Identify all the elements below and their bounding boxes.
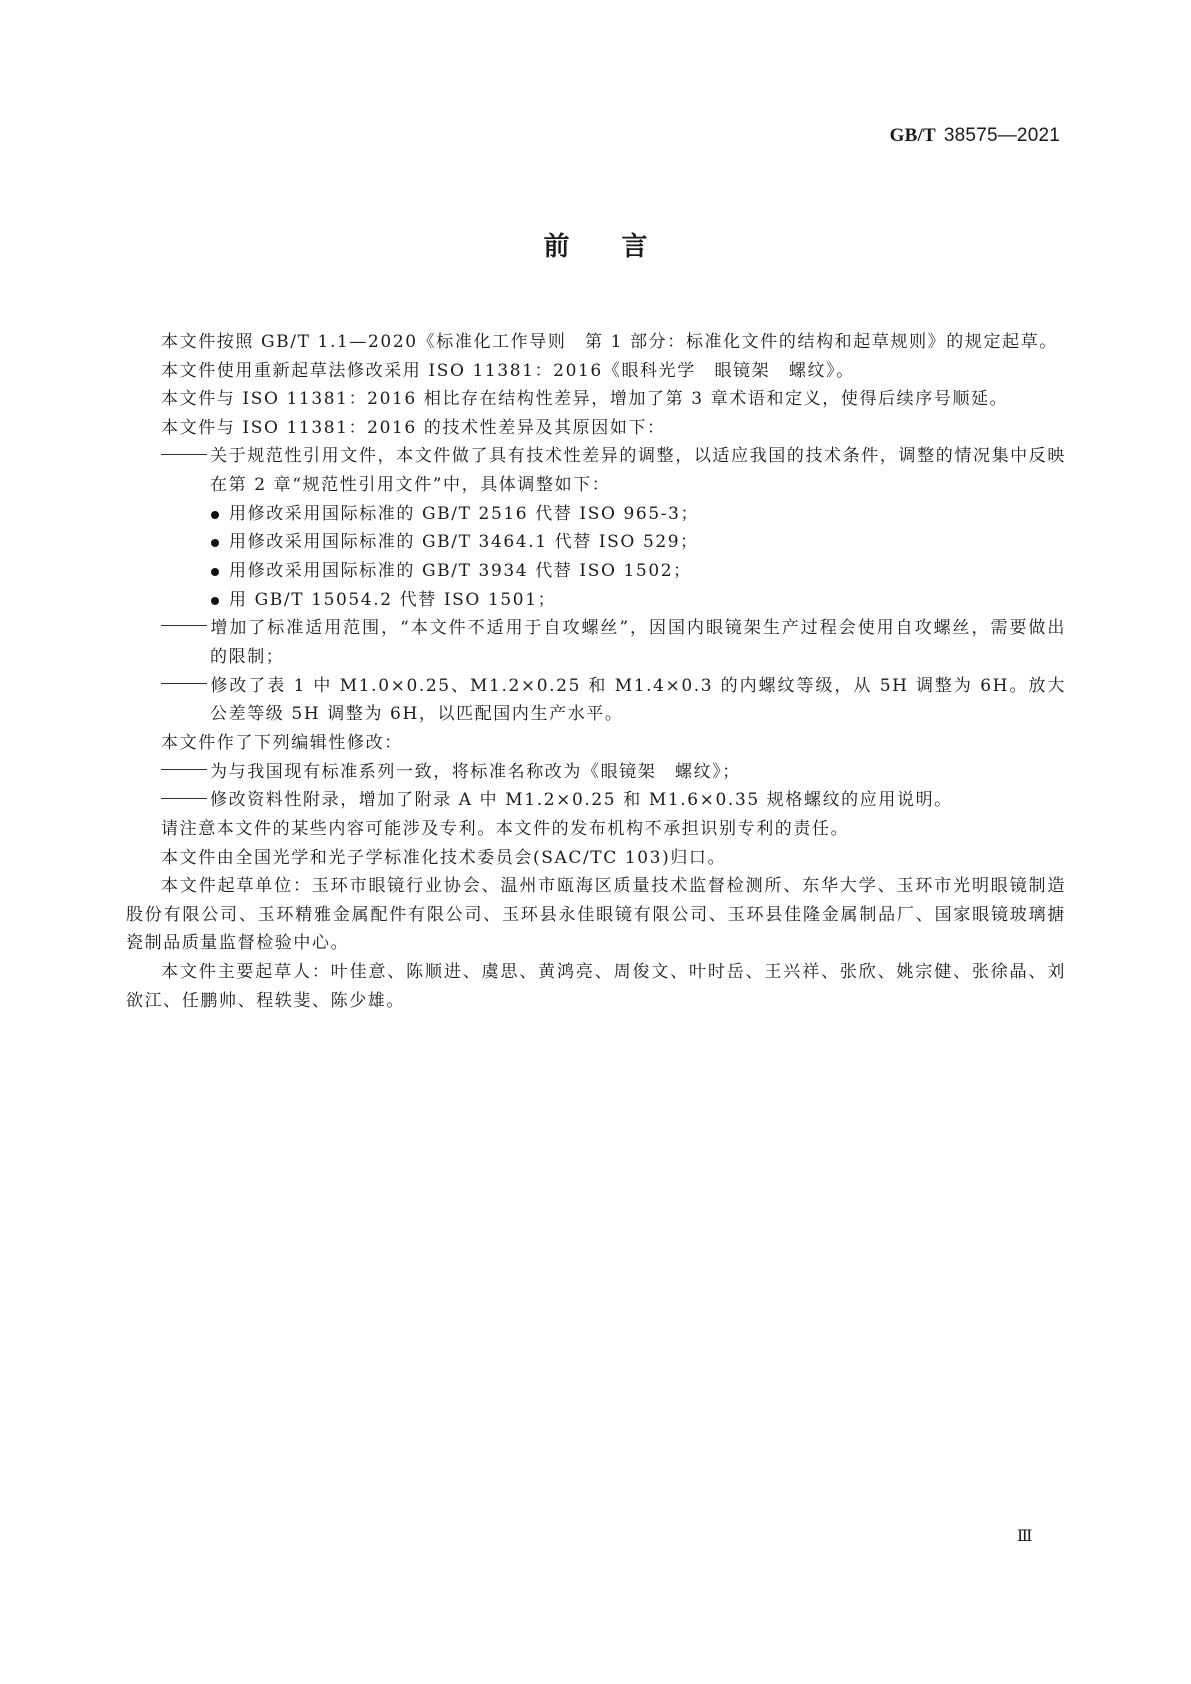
dash-icon — [161, 758, 210, 787]
paragraph-structural-diff: 本文件与 ISO 11381：2016 相比存在结构性差异，增加了第 3 章术语和定义，使得后续序号顺延。 — [161, 389, 1009, 410]
standard-code — [890, 124, 1060, 147]
tech-diff-item — [126, 614, 1066, 671]
bullet-item — [126, 586, 1066, 615]
bullet-text: 用修改采用国际标准的 GB/T 3934 代替 ISO 1502； — [229, 560, 692, 581]
bullet-text: 用修改采用国际标准的 GB/T 3464.1 代替 ISO 529； — [229, 532, 699, 553]
paragraph-editorial-intro: 本文件作了下列编辑性修改： — [161, 732, 403, 753]
standard-number: 38575—2021 — [943, 125, 1060, 146]
bullet-icon — [211, 539, 219, 547]
page-number: Ⅲ — [1017, 1528, 1032, 1545]
standard-prefix: GB/T — [889, 125, 936, 146]
bullet-icon — [211, 511, 219, 519]
paragraph-patent-notice: 请注意本文件的某些内容可能涉及专利。本文件的发布机构不承担识别专利的责任。 — [161, 819, 850, 840]
bullet-icon — [211, 597, 219, 605]
page-title: 前言 — [543, 232, 700, 262]
bullet-icon — [211, 568, 219, 576]
dash-icon — [161, 672, 210, 701]
tech-diff-text: 关于规范性引用文件，本文件做了具有技术性差异的调整，以适应我国的技术条件，调整的情况集中反映在第 2 章“规范性引用文件”中，具体调整如下： — [210, 446, 1066, 496]
editorial-text: 为与我国现有标准系列一致，将标准名称改为《眼镜架 螺纹》； — [210, 761, 741, 782]
paragraph-committee: 本文件由全国光学和光子学标准化技术委员会(SAC/TC 103)归口。 — [161, 847, 727, 868]
editorial-item — [126, 758, 1066, 787]
dash-icon — [161, 614, 210, 643]
dash-icon — [161, 443, 210, 472]
dash-icon — [161, 787, 210, 816]
bullet-text: 用修改采用国际标准的 GB/T 2516 代替 ISO 965-3； — [229, 503, 700, 524]
bullet-item — [126, 500, 1066, 529]
tech-diff-text: 增加了标准适用范围，“本文件不适用于自攻螺丝”，因国内眼镜架生产过程会使用自攻螺丝，需要做出的限制； — [210, 618, 1066, 667]
paragraph-drafting-units: 本文件起草单位：玉环市眼镜行业协会、温州市瓯海区质量技术监督检测所、东华大学、玉环市光明眼镜制造股份有限公司、玉环精雅金属配件有限公司、玉环县永佳眼镜有限公司、玉环县佳隆金属制品厂、国家眼镜玻璃搪瓷制品质量监督检验中心。 — [126, 876, 1066, 954]
bullet-text: 用 GB/T 15054.2 代替 ISO 1501； — [229, 589, 557, 610]
tech-diff-item — [126, 442, 1066, 499]
bullet-item — [126, 557, 1066, 586]
paragraph-drafters: 本文件主要起草人：叶佳意、陈顺进、虞思、黄鸿亮、周俊文、叶时岳、王兴祥、张欣、姚宗健、张徐晶、刘欲江、任鹏帅、程轶斐、陈少雄。 — [126, 962, 1066, 1011]
paragraph-drafting-basis: 本文件按照 GB/T 1.1—2020《标准化工作导则 第 1 部分：标准化文件的结构和起草规则》的规定起草。 — [161, 332, 1058, 352]
paragraph-adoption: 本文件使用重新起草法修改采用 ISO 11381：2016《眼科光学 眼镜架 螺纹》。 — [161, 360, 855, 381]
foreword-body — [126, 328, 1066, 1015]
editorial-text: 修改资料性附录，增加了附录 A 中 M1.2×0.25 和 M1.6×0.35 规格螺纹的应用说明。 — [210, 790, 953, 811]
editorial-item — [126, 786, 1066, 815]
bullet-item — [126, 528, 1066, 557]
paragraph-technical-diff-intro: 本文件与 ISO 11381：2016 的技术性差异及其原因如下： — [161, 417, 666, 438]
tech-diff-text: 修改了表 1 中 M1.0×0.25、M1.2×0.25 和 M1.4×0.3 的内螺纹等级，从 5H 调整为 6H。放大公差等级 5H 调整为 6H，以匹配国内生产水平。 — [210, 675, 1066, 725]
tech-diff-item — [126, 672, 1066, 729]
